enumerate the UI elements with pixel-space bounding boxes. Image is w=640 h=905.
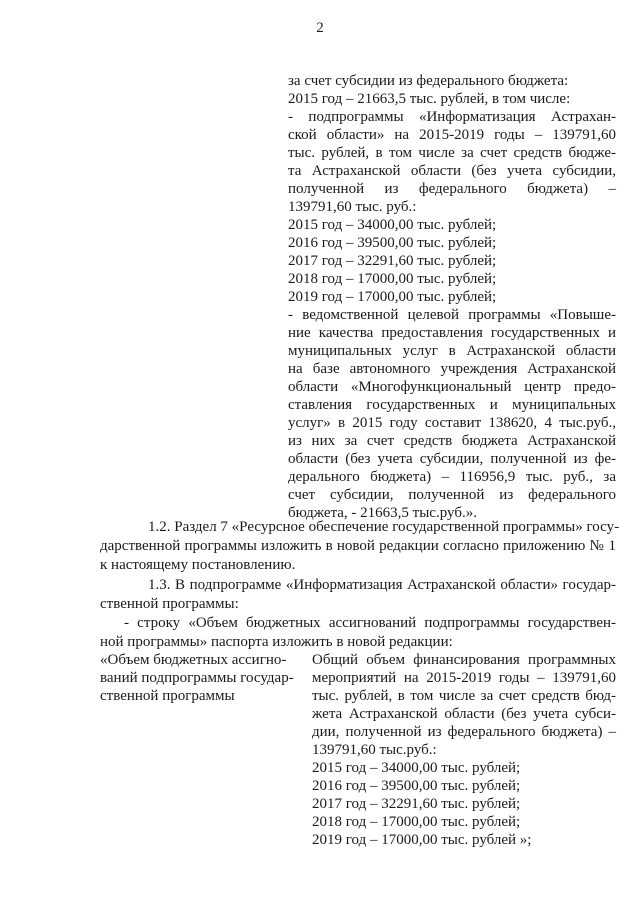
text-line: области (без учета субсидии, полученной из фе- bbox=[288, 451, 616, 467]
text-line: «Объем бюджетных ассигно- bbox=[100, 652, 287, 668]
text-line: полученной из федерального бюджета) – bbox=[288, 181, 616, 197]
text-line: из них за счет средств бюджета Астраханской bbox=[288, 433, 616, 449]
text-line: ственной программы: bbox=[100, 596, 239, 612]
text-line: жета Астраханской области (без учета субси- bbox=[312, 706, 616, 722]
year-line: 2016 год – 39500,00 тыс. рублей; bbox=[312, 778, 521, 794]
text-line: ной программы» паспорта изложить в новой редакции: bbox=[100, 634, 453, 650]
text-line: ской области» на 2015-2019 годы – 139791,60 bbox=[288, 127, 616, 143]
text-line: 1.2. Раздел 7 «Ресурсное обеспечение государственной программы» госу- bbox=[148, 519, 620, 535]
year-line: 2018 год – 17000,00 тыс. рублей; bbox=[288, 271, 497, 287]
text-line: 2015 год – 21663,5 тыс. рублей, в том числе: bbox=[288, 91, 571, 107]
year-line: 2017 год – 32291,60 тыс. рублей; bbox=[312, 796, 521, 812]
text-line: муниципальных услуг в Астраханской области bbox=[288, 343, 616, 359]
year-line: 2017 год – 32291,60 тыс. рублей; bbox=[288, 253, 497, 269]
text-line: - ведомственной целевой программы «Повыше- bbox=[288, 307, 616, 323]
funding-continuation-block bbox=[288, 72, 616, 522]
text-line: ние качества предоставления государственных и bbox=[288, 325, 616, 341]
passport-value-cell bbox=[312, 651, 616, 849]
text-line: тыс. рублей, в том числе за счет средств бюд- bbox=[312, 688, 616, 704]
text-line: счет субсидии, полученной из федерального bbox=[288, 487, 616, 503]
year-line: 2015 год – 34000,00 тыс. рублей; bbox=[312, 760, 521, 776]
year-line: 2019 год – 17000,00 тыс. рублей »; bbox=[312, 832, 532, 848]
year-line: 2019 год – 17000,00 тыс. рублей; bbox=[288, 289, 497, 305]
text-line: ставления государственных и муниципальных bbox=[288, 397, 616, 413]
text-line: тыс. рублей, в том числе за счет средств бюдже- bbox=[288, 145, 616, 161]
text-line: ственной программы bbox=[100, 688, 235, 704]
text-line: - подпрограммы «Информатизация Астрахан- bbox=[288, 109, 616, 125]
text-line: дии, полученной из федерального бюджета) – bbox=[312, 724, 616, 740]
text-line: 139791,60 тыс.руб.: bbox=[312, 742, 437, 758]
text-line: 1.3. В подпрограмме «Информатизация Астраханской области» государ- bbox=[148, 577, 616, 593]
text-line: мероприятий на 2015-2019 годы – 139791,60 bbox=[312, 670, 616, 686]
text-line: области «Многофункциональный центр предо- bbox=[288, 379, 616, 395]
text-line: та Астраханской области (без учета субсидии, bbox=[288, 163, 616, 179]
year-line: 2018 год – 17000,00 тыс. рублей; bbox=[312, 814, 521, 830]
text-line: - строку «Объем бюджетных ассигнований подпрограммы государствен- bbox=[124, 615, 616, 631]
text-line: за счет субсидии из федерального бюджета: bbox=[288, 73, 569, 89]
text-line: дерального бюджета) – 116956,9 тыс. руб., за bbox=[288, 469, 616, 485]
text-line: услуг» в 2015 году составит 138620, 4 тыс.руб., bbox=[288, 415, 616, 431]
text-line: Общий объем финансирования программных bbox=[312, 652, 616, 668]
text-line: на базе автономного учреждения Астраханской bbox=[288, 361, 616, 377]
text-line: бюджета, - 21663,5 тыс.руб.». bbox=[288, 505, 477, 521]
text-line: 139791,60 тыс. руб.: bbox=[288, 199, 417, 215]
passport-label-cell bbox=[100, 651, 300, 705]
text-line: к настоящему постановлению. bbox=[100, 557, 296, 573]
text-line: дарственной программы изложить в новой редакции согласно приложению № 1 bbox=[100, 538, 616, 554]
text-line: ваний подпрограммы государ- bbox=[100, 670, 294, 686]
year-line: 2016 год – 39500,00 тыс. рублей; bbox=[288, 235, 497, 251]
page-number: 2 bbox=[316, 20, 324, 36]
year-line: 2015 год – 34000,00 тыс. рублей; bbox=[288, 217, 497, 233]
